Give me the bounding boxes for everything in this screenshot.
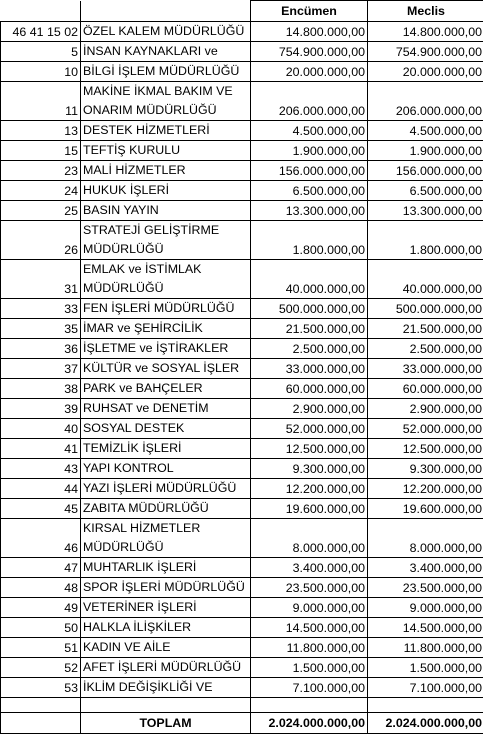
row-code-cell[interactable]: 51 — [1, 638, 81, 658]
row-encumen-cell[interactable]: 21.500.000,00 — [251, 319, 368, 339]
table-row — [1, 678, 483, 698]
row-code-cell[interactable]: 38 — [1, 379, 81, 399]
row-code-cell[interactable]: 15 — [1, 141, 81, 161]
row-code-cell[interactable]: 50 — [1, 618, 81, 638]
row-name-cell[interactable]: YAPI KONTROL — [81, 459, 251, 479]
row-code-cell[interactable]: 25 — [1, 201, 81, 221]
table-row — [1, 439, 483, 459]
row-encumen-cell[interactable]: 13.300.000,00 — [251, 201, 368, 221]
row-code-cell[interactable]: 43 — [1, 459, 81, 479]
row-meclis-cell[interactable]: 14.500.000,00 — [368, 618, 483, 638]
row-code-cell[interactable]: 37 — [1, 359, 81, 379]
row-meclis-cell[interactable]: 14.800.000,00 — [368, 22, 483, 42]
row-encumen-cell[interactable]: 754.900.000,00 — [251, 42, 368, 62]
row-code-cell[interactable]: 11 — [1, 82, 81, 121]
table-row — [1, 359, 483, 379]
table-row — [1, 399, 483, 419]
table-row — [1, 519, 483, 558]
total-meclis[interactable]: 2.024.000.000,00 — [368, 713, 483, 734]
row-meclis-cell[interactable]: 8.000.000,00 — [368, 519, 483, 558]
row-code-cell[interactable]: 24 — [1, 181, 81, 201]
row-meclis-cell[interactable]: 1.800.000,00 — [368, 221, 483, 260]
row-name-cell[interactable]: KIRSAL HİZMETLER MÜDÜRLÜĞÜ — [81, 519, 251, 558]
spacer-cell[interactable] — [81, 698, 251, 713]
row-meclis-cell[interactable]: 9.000.000,00 — [368, 598, 483, 618]
header-encumen[interactable]: Encümen — [251, 1, 368, 22]
row-name-cell[interactable]: RUHSAT ve DENETİM — [81, 399, 251, 419]
row-meclis-cell[interactable]: 33.000.000,00 — [368, 359, 483, 379]
row-meclis-cell[interactable]: 52.000.000,00 — [368, 419, 483, 439]
row-code-cell[interactable]: 46 41 15 02 — [1, 22, 81, 42]
row-meclis-cell[interactable]: 4.500.000,00 — [368, 121, 483, 141]
table-row — [1, 181, 483, 201]
table-row — [1, 419, 483, 439]
row-encumen-cell[interactable]: 14.500.000,00 — [251, 618, 368, 638]
row-encumen-cell[interactable]: 6.500.000,00 — [251, 181, 368, 201]
row-meclis-cell[interactable]: 40.000.000,00 — [368, 260, 483, 299]
row-code-cell[interactable]: 49 — [1, 598, 81, 618]
row-meclis-cell[interactable]: 156.000.000,00 — [368, 161, 483, 181]
row-code-cell[interactable]: 44 — [1, 479, 81, 499]
row-encumen-cell[interactable]: 9.300.000,00 — [251, 459, 368, 479]
row-meclis-cell[interactable]: 9.300.000,00 — [368, 459, 483, 479]
row-encumen-cell[interactable]: 500.000.000,00 — [251, 299, 368, 319]
total-encumen[interactable]: 2.024.000.000,00 — [251, 713, 368, 734]
row-name-cell[interactable]: EMLAK ve İSTİMLAK MÜDÜRLÜĞÜ — [81, 260, 251, 299]
row-name-cell[interactable]: HALKLA İLİŞKİLER — [81, 618, 251, 638]
row-name-cell[interactable]: DESTEK HİZMETLERİ — [81, 121, 251, 141]
table-row — [1, 62, 483, 82]
row-meclis-cell[interactable]: 1.500.000,00 — [368, 658, 483, 678]
row-name-cell[interactable]: MUHTARLIK İŞLERİ — [81, 558, 251, 578]
row-encumen-cell[interactable]: 40.000.000,00 — [251, 260, 368, 299]
row-encumen-cell[interactable]: 9.000.000,00 — [251, 598, 368, 618]
row-code-cell[interactable]: 35 — [1, 319, 81, 339]
row-encumen-cell[interactable]: 19.600.000,00 — [251, 499, 368, 519]
row-encumen-cell[interactable]: 33.000.000,00 — [251, 359, 368, 379]
header-code-cell[interactable] — [1, 1, 81, 22]
spacer-row — [1, 698, 483, 713]
row-meclis-cell[interactable]: 21.500.000,00 — [368, 319, 483, 339]
row-code-cell[interactable]: 52 — [1, 658, 81, 678]
row-encumen-cell[interactable]: 12.500.000,00 — [251, 439, 368, 459]
total-label[interactable]: TOPLAM — [81, 713, 251, 734]
row-name-cell[interactable]: YAZI İŞLERİ MÜDÜRLÜĞÜ — [81, 479, 251, 499]
row-name-cell[interactable]: SOSYAL DESTEK — [81, 419, 251, 439]
row-code-cell[interactable]: 41 — [1, 439, 81, 459]
row-code-cell[interactable]: 53 — [1, 678, 81, 698]
table-row — [1, 22, 483, 42]
row-name-cell[interactable]: HUKUK İŞLERİ — [81, 181, 251, 201]
row-encumen-cell[interactable]: 3.400.000,00 — [251, 558, 368, 578]
row-name-cell[interactable]: AFET İŞLERİ MÜDÜRLÜĞÜ — [81, 658, 251, 678]
table-row — [1, 459, 483, 479]
row-name-cell[interactable]: MALİ HİZMETLER — [81, 161, 251, 181]
row-meclis-cell[interactable]: 1.900.000,00 — [368, 141, 483, 161]
row-name-cell[interactable]: STRATEJİ GELİŞTİRME MÜDÜRLÜĞÜ — [81, 221, 251, 260]
row-name-cell[interactable]: PARK ve BAHÇELER — [81, 379, 251, 399]
row-name-cell[interactable]: İNSAN KAYNAKLARI ve — [81, 42, 251, 62]
row-encumen-cell[interactable]: 12.200.000,00 — [251, 479, 368, 499]
row-name-cell[interactable]: İKLİM DEĞİŞİKLİĞİ VE — [81, 678, 251, 698]
row-name-cell[interactable]: KADIN VE AİLE — [81, 638, 251, 658]
row-code-cell[interactable]: 31 — [1, 260, 81, 299]
row-name-cell[interactable]: TEMİZLİK İŞLERİ — [81, 439, 251, 459]
row-code-cell[interactable]: 46 — [1, 519, 81, 558]
row-encumen-cell[interactable]: 52.000.000,00 — [251, 419, 368, 439]
total-code-cell[interactable] — [1, 713, 81, 734]
row-code-cell[interactable]: 39 — [1, 399, 81, 419]
spacer-cell[interactable] — [1, 698, 81, 713]
table-row — [1, 479, 483, 499]
table-row — [1, 578, 483, 598]
row-code-cell[interactable]: 48 — [1, 578, 81, 598]
table-row — [1, 121, 483, 141]
row-meclis-cell[interactable]: 19.600.000,00 — [368, 499, 483, 519]
table-row — [1, 161, 483, 181]
row-meclis-cell[interactable]: 500.000.000,00 — [368, 299, 483, 319]
row-name-cell[interactable]: ÖZEL KALEM MÜDÜRLÜĞÜ — [81, 22, 251, 42]
row-encumen-cell[interactable]: 11.800.000,00 — [251, 638, 368, 658]
row-name-cell[interactable]: VETERİNER İŞLERİ — [81, 598, 251, 618]
table-row — [1, 379, 483, 399]
table-row — [1, 339, 483, 359]
row-encumen-cell[interactable]: 156.000.000,00 — [251, 161, 368, 181]
row-meclis-cell[interactable]: 3.400.000,00 — [368, 558, 483, 578]
row-name-cell[interactable]: TEFTİŞ KURULU — [81, 141, 251, 161]
table-row — [1, 82, 483, 121]
row-encumen-cell[interactable]: 23.500.000,00 — [251, 578, 368, 598]
spacer-cell[interactable] — [368, 698, 483, 713]
header-name-cell[interactable] — [81, 1, 251, 22]
table-row — [1, 319, 483, 339]
row-name-cell[interactable]: ZABITA MÜDÜRLÜĞÜ — [81, 499, 251, 519]
row-name-cell[interactable]: SPOR İŞLERİ MÜDÜRLÜĞÜ — [81, 578, 251, 598]
total-row — [1, 713, 483, 734]
row-encumen-cell[interactable]: 8.000.000,00 — [251, 519, 368, 558]
row-meclis-cell[interactable]: 2.500.000,00 — [368, 339, 483, 359]
row-meclis-cell[interactable]: 12.500.000,00 — [368, 439, 483, 459]
row-meclis-cell[interactable]: 13.300.000,00 — [368, 201, 483, 221]
row-meclis-cell[interactable]: 206.000.000,00 — [368, 82, 483, 121]
row-code-cell[interactable]: 13 — [1, 121, 81, 141]
row-meclis-cell[interactable]: 23.500.000,00 — [368, 578, 483, 598]
row-name-cell[interactable]: KÜLTÜR ve SOSYAL İŞLER — [81, 359, 251, 379]
row-name-cell[interactable]: İŞLETME ve İŞTİRAKLER — [81, 339, 251, 359]
table-row — [1, 558, 483, 578]
row-encumen-cell[interactable]: 206.000.000,00 — [251, 82, 368, 121]
row-encumen-cell[interactable]: 2.500.000,00 — [251, 339, 368, 359]
table-row — [1, 201, 483, 221]
table-row — [1, 299, 483, 319]
row-code-cell[interactable]: 23 — [1, 161, 81, 181]
table-row — [1, 499, 483, 519]
header-row — [1, 1, 483, 22]
row-encumen-cell[interactable]: 4.500.000,00 — [251, 121, 368, 141]
row-code-cell[interactable]: 47 — [1, 558, 81, 578]
row-code-cell[interactable]: 26 — [1, 221, 81, 260]
table-row — [1, 260, 483, 299]
row-encumen-cell[interactable]: 1.900.000,00 — [251, 141, 368, 161]
row-meclis-cell[interactable]: 7.100.000,00 — [368, 678, 483, 698]
row-code-cell[interactable]: 40 — [1, 419, 81, 439]
table-row — [1, 618, 483, 638]
row-encumen-cell[interactable]: 1.800.000,00 — [251, 221, 368, 260]
row-name-cell[interactable]: BASIN YAYIN — [81, 201, 251, 221]
row-code-cell[interactable]: 10 — [1, 62, 81, 82]
table-row — [1, 638, 483, 658]
row-meclis-cell[interactable]: 2.900.000,00 — [368, 399, 483, 419]
row-code-cell[interactable]: 5 — [1, 42, 81, 62]
row-encumen-cell[interactable]: 2.900.000,00 — [251, 399, 368, 419]
row-code-cell[interactable]: 36 — [1, 339, 81, 359]
table-row — [1, 141, 483, 161]
row-encumen-cell[interactable]: 1.500.000,00 — [251, 658, 368, 678]
row-encumen-cell[interactable]: 60.000.000,00 — [251, 379, 368, 399]
row-meclis-cell[interactable]: 6.500.000,00 — [368, 181, 483, 201]
row-code-cell[interactable]: 45 — [1, 499, 81, 519]
table-row — [1, 221, 483, 260]
row-meclis-cell[interactable]: 12.200.000,00 — [368, 479, 483, 499]
row-encumen-cell[interactable]: 14.800.000,00 — [251, 22, 368, 42]
table-row — [1, 598, 483, 618]
row-name-cell[interactable]: BİLGİ İŞLEM MÜDÜRLÜĞÜ — [81, 62, 251, 82]
row-name-cell[interactable]: İMAR ve ŞEHİRCİLİK — [81, 319, 251, 339]
table-body — [1, 22, 483, 698]
table-row — [1, 658, 483, 678]
row-name-cell[interactable]: MAKİNE İKMAL BAKIM VE ONARIM MÜDÜRLÜĞÜ — [81, 82, 251, 121]
row-encumen-cell[interactable]: 20.000.000,00 — [251, 62, 368, 82]
table-row — [1, 42, 483, 62]
row-code-cell[interactable]: 33 — [1, 299, 81, 319]
row-meclis-cell[interactable]: 60.000.000,00 — [368, 379, 483, 399]
row-meclis-cell[interactable]: 11.800.000,00 — [368, 638, 483, 658]
row-encumen-cell[interactable]: 7.100.000,00 — [251, 678, 368, 698]
header-meclis[interactable]: Meclis — [368, 1, 483, 22]
row-meclis-cell[interactable]: 754.900.000,00 — [368, 42, 483, 62]
spacer-cell[interactable] — [251, 698, 368, 713]
row-meclis-cell[interactable]: 20.000.000,00 — [368, 62, 483, 82]
row-name-cell[interactable]: FEN İŞLERİ MÜDÜRLÜĞÜ — [81, 299, 251, 319]
